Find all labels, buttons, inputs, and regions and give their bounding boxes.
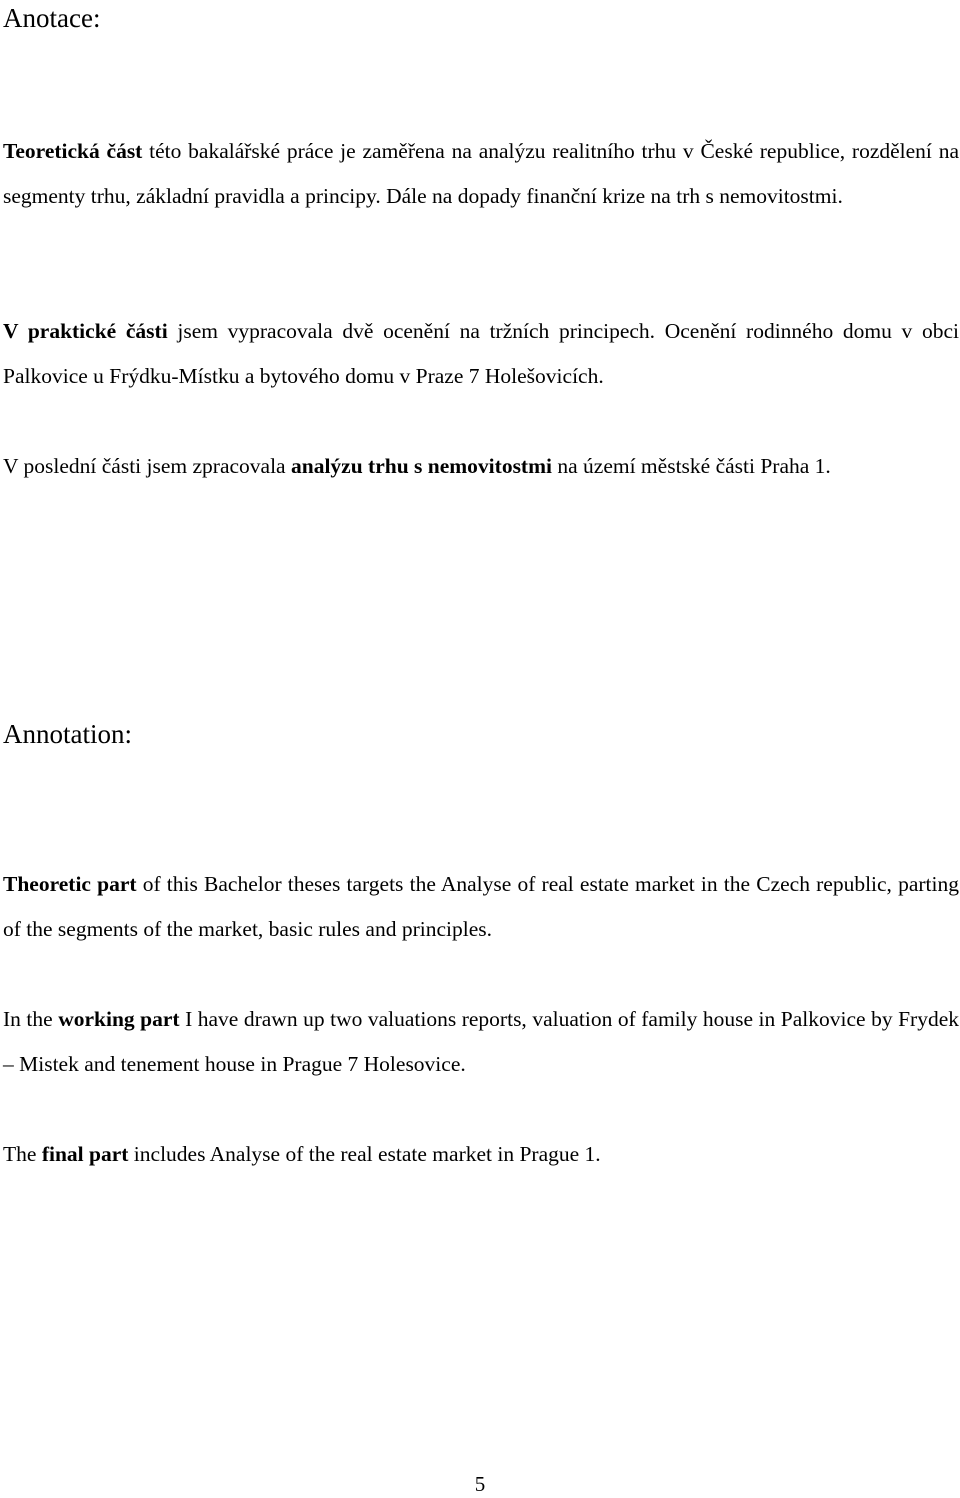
page-number: 5: [474, 1472, 486, 1496]
english-paragraph-final: [3, 1132, 959, 1177]
english-working-bold: working part: [58, 1007, 180, 1031]
czech-practical-bold: V praktické části: [3, 319, 168, 343]
czech-heading: Anotace:: [3, 3, 101, 33]
czech-final-bold: analýzu trhu s nemovitostmi: [290, 454, 552, 478]
english-working-text-before: In the: [3, 1007, 59, 1031]
english-theory-text: of this Bachelor theses targets the Analyse of real estate market in the Czech republic, parting of the segments of the market, basic rules and principles.: [3, 872, 959, 941]
czech-paragraph-theory: [3, 129, 959, 219]
english-final-text-after: includes Analyse of the real estate market in Prague 1.: [128, 1142, 601, 1166]
english-paragraph-working: [3, 997, 959, 1087]
english-final-bold: final part: [41, 1142, 129, 1166]
english-heading: Annotation:: [3, 719, 132, 749]
czech-paragraph-final: [3, 444, 959, 489]
czech-paragraph-practical: [3, 309, 959, 399]
czech-theory-bold: Teoretická část: [3, 139, 143, 163]
czech-final-text-after: na území městské části Praha 1.: [551, 454, 831, 478]
english-paragraph-theory: [3, 862, 959, 952]
czech-final-text-before: V poslední části jsem zpracovala: [3, 454, 291, 478]
english-final-text-before: The: [3, 1142, 42, 1166]
czech-theory-text: této bakalářské práce je zaměřena na analýzu realitního trhu v České republice, rozdělení na segmenty trhu, základní pravidla a principy. Dále na dopady finanční krize na trh s nemovitostmi.: [3, 139, 959, 208]
czech-practical-text: jsem vypracovala dvě ocenění na tržních principech. Ocenění rodinného domu v obci Palkovice u Frýdku-Místku a bytového domu v Praze 7 Holešovicích.: [3, 319, 959, 388]
english-theory-bold: Theoretic part: [3, 872, 137, 896]
english-working-text-after: I have drawn up two valuations reports, valuation of family house in Palkovice by Frydek – Mistek and tenement house in Prague 7 Holesovice.: [3, 1007, 959, 1076]
